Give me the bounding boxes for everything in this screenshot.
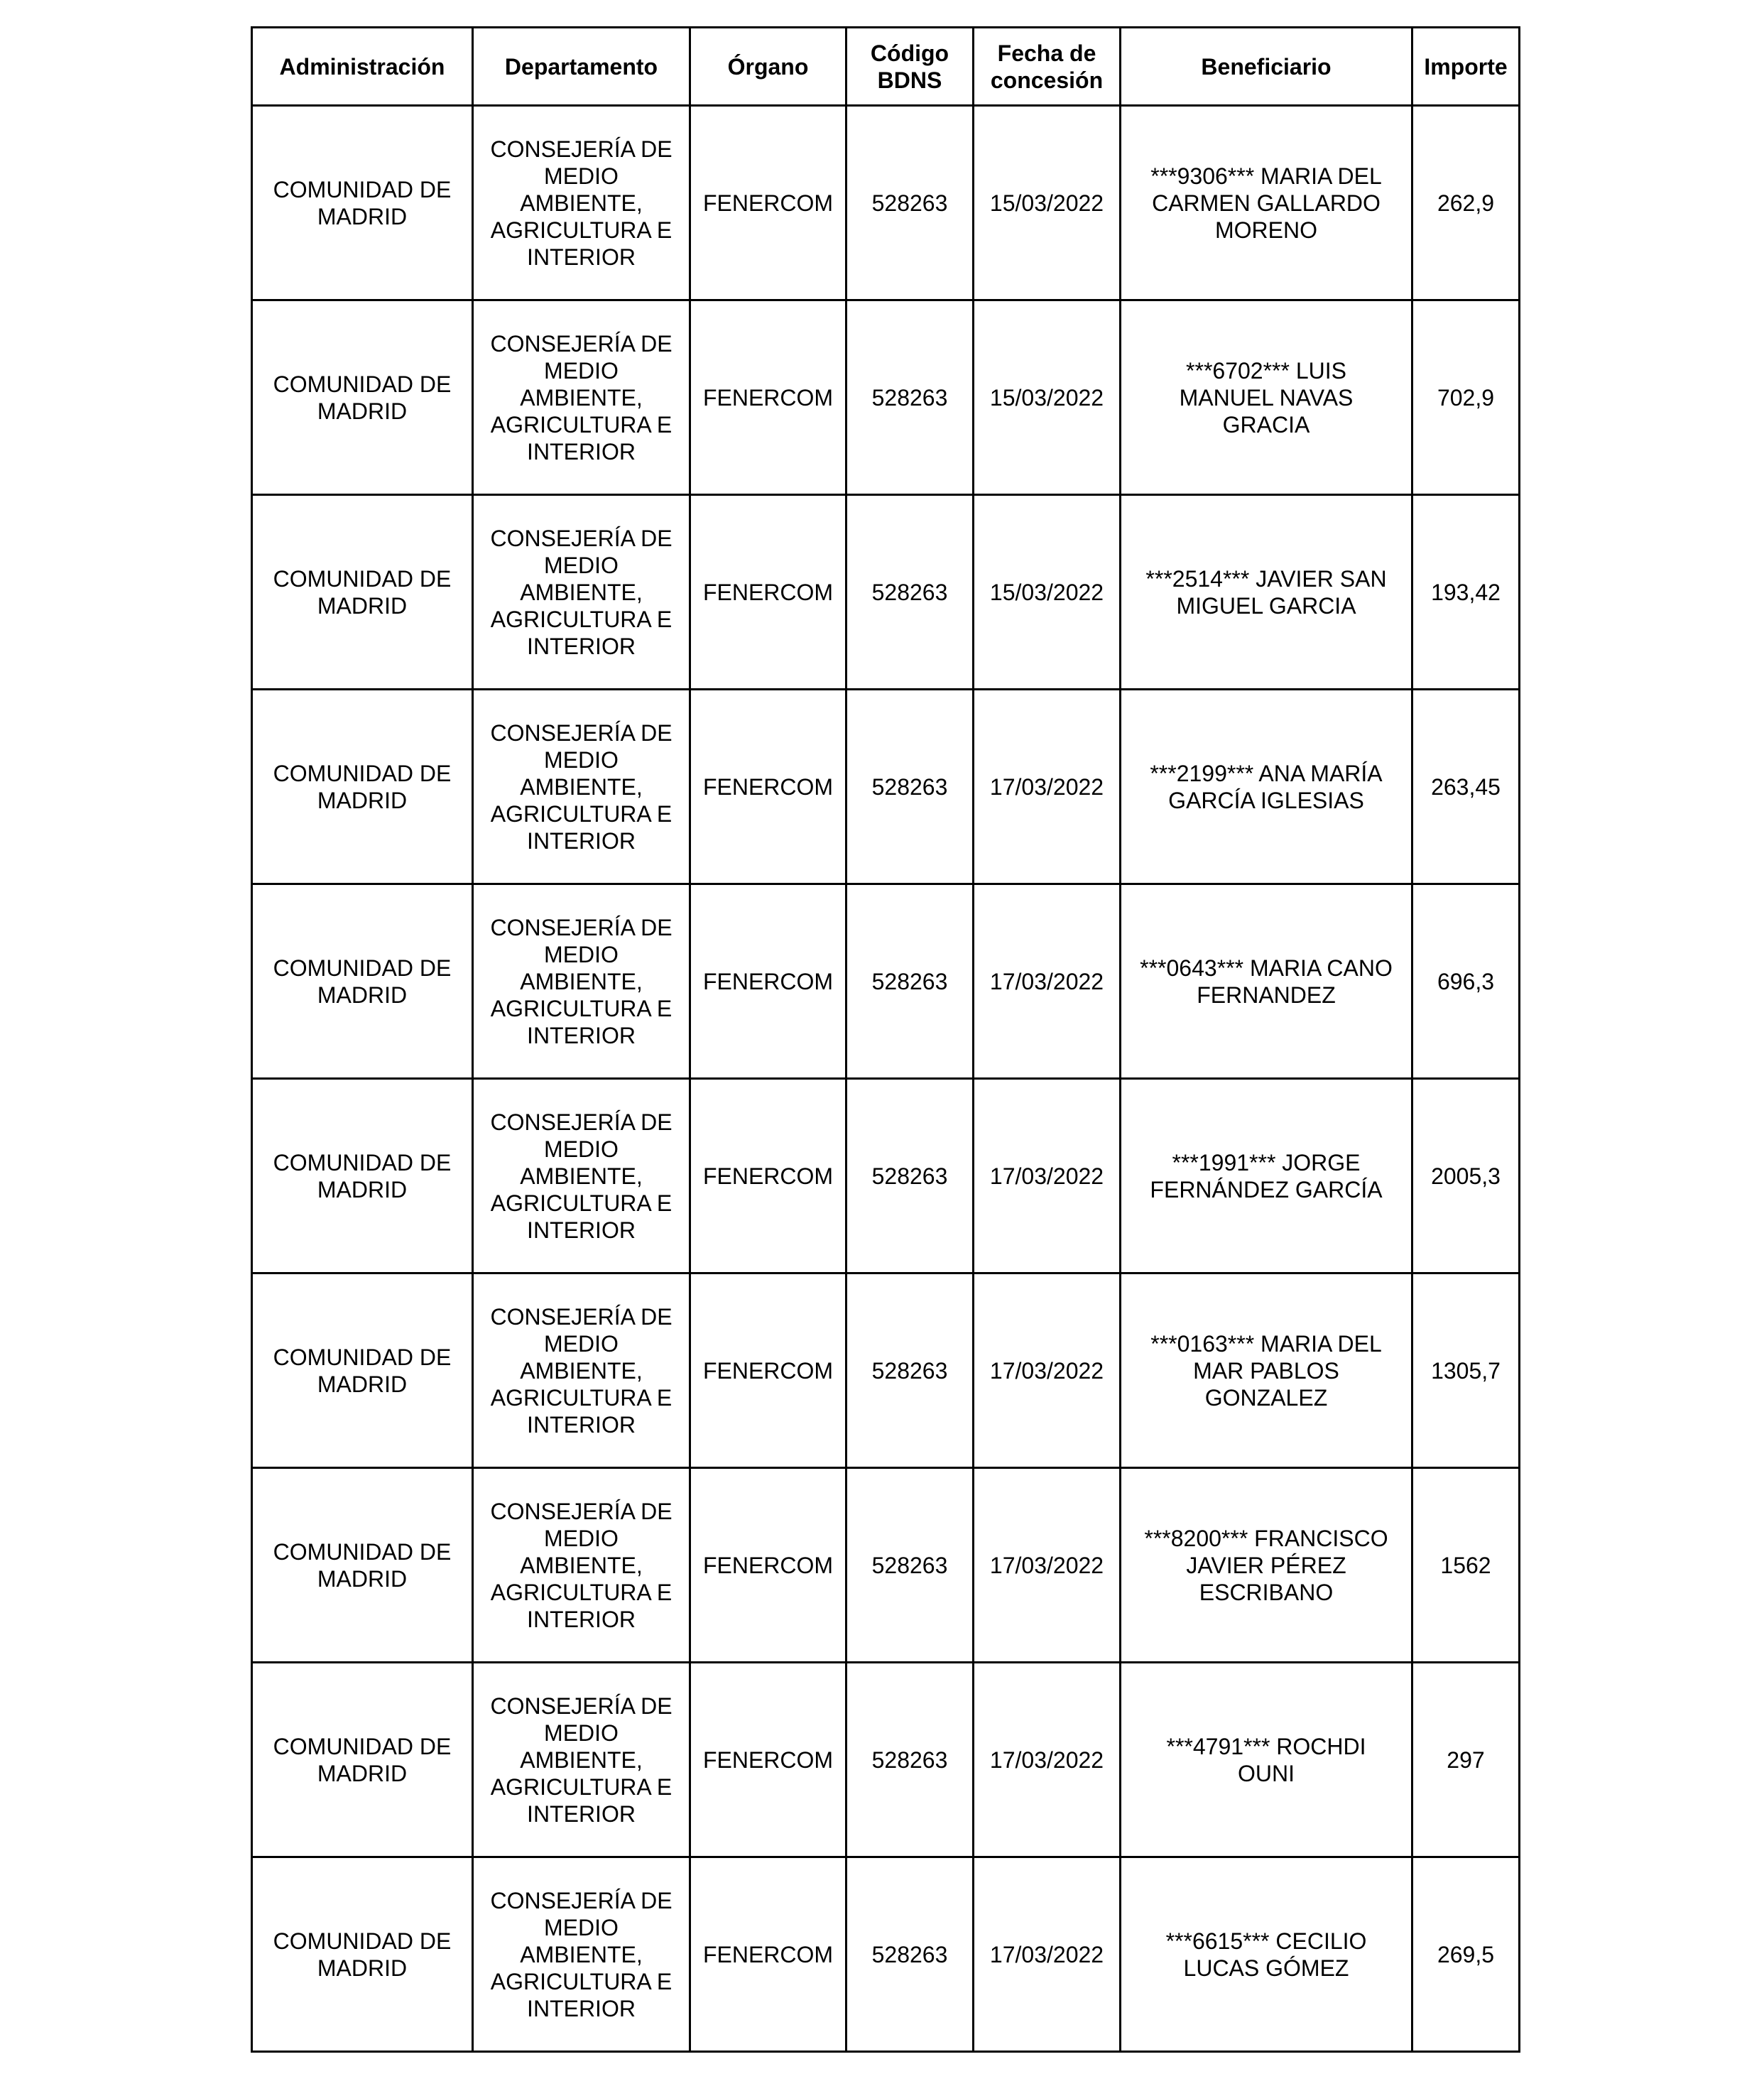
cell-line: AMBIENTE, [520, 1552, 643, 1578]
cell-line: GARCÍA IGLESIAS [1168, 787, 1364, 813]
cell-line: AMBIENTE, [520, 773, 643, 800]
table-row [252, 1079, 1520, 1273]
cell-fecha: 15/03/2022 [974, 495, 1121, 690]
cell-line: GRACIA [1222, 411, 1310, 438]
cell-line: INTERIOR [527, 1801, 636, 1827]
cell-line: AGRICULTURA E [490, 800, 673, 827]
cell-line: ESCRIBANO [1199, 1579, 1334, 1605]
header-administracion: Administración [252, 28, 473, 106]
cell-beneficiario [1121, 106, 1412, 300]
cell-departamento [473, 300, 690, 495]
table-row [252, 1273, 1520, 1468]
header-fecha-concesion [974, 28, 1121, 106]
cell-line: COMUNIDAD DE [273, 565, 452, 592]
cell-administracion [252, 1079, 473, 1273]
cell-line: OUNI [1238, 1760, 1295, 1786]
cell-line: AGRICULTURA E [490, 606, 673, 632]
cell-fecha: 17/03/2022 [974, 690, 1121, 884]
cell-fecha: 15/03/2022 [974, 106, 1121, 300]
cell-line: COMUNIDAD DE [273, 1928, 452, 1954]
cell-administracion [252, 106, 473, 300]
cell-fecha: 17/03/2022 [974, 1663, 1121, 1857]
cell-line: INTERIOR [527, 1022, 636, 1048]
cell-importe: 263,45 [1412, 690, 1520, 884]
cell-importe: 696,3 [1412, 884, 1520, 1079]
cell-beneficiario [1121, 1663, 1412, 1857]
cell-fecha: 17/03/2022 [974, 884, 1121, 1079]
cell-line: INTERIOR [527, 827, 636, 854]
cell-line: COMUNIDAD DE [273, 1733, 452, 1759]
cell-line: MEDIO [544, 1330, 619, 1357]
cell-line: COMUNIDAD DE [273, 1538, 452, 1565]
table-row [252, 495, 1520, 690]
cell-line: ***2199*** ANA MARÍA [1150, 760, 1383, 786]
cell-departamento [473, 1663, 690, 1857]
cell-line: MADRID [317, 787, 408, 813]
cell-line: ***0163*** MARIA DEL [1150, 1330, 1382, 1357]
cell-fecha: 17/03/2022 [974, 1079, 1121, 1273]
cell-codigo: 528263 [846, 1079, 974, 1273]
cell-organo: FENERCOM [690, 884, 846, 1079]
table-row [252, 884, 1520, 1079]
cell-line: CONSEJERÍA DE [490, 1498, 673, 1524]
cell-line: CONSEJERÍA DE [490, 1303, 673, 1330]
cell-line: INTERIOR [527, 438, 636, 465]
cell-administracion [252, 884, 473, 1079]
cell-line: AMBIENTE, [520, 384, 643, 411]
cell-administracion [252, 1468, 473, 1663]
cell-beneficiario [1121, 300, 1412, 495]
cell-line: JAVIER PÉREZ [1186, 1552, 1346, 1578]
cell-line: ***0643*** MARIA CANO [1140, 955, 1393, 981]
cell-line: MEDIO [544, 552, 619, 578]
cell-line: COMUNIDAD DE [273, 176, 452, 202]
cell-importe: 262,9 [1412, 106, 1520, 300]
cell-line: AGRICULTURA E [490, 1579, 673, 1605]
header-organo: Órgano [690, 28, 846, 106]
cell-line: GONZALEZ [1204, 1384, 1328, 1411]
cell-line: MADRID [317, 982, 408, 1008]
cell-codigo: 528263 [846, 1273, 974, 1468]
cell-departamento [473, 1273, 690, 1468]
table-row [252, 1857, 1520, 2052]
cell-line: MEDIO [544, 746, 619, 773]
header-beneficiario: Beneficiario [1121, 28, 1412, 106]
cell-importe: 2005,3 [1412, 1079, 1520, 1273]
cell-line: AGRICULTURA E [490, 1774, 673, 1800]
cell-line: MADRID [317, 1955, 408, 1981]
cell-beneficiario [1121, 1273, 1412, 1468]
cell-line: CONSEJERÍA DE [490, 719, 673, 746]
cell-line: MADRID [317, 1371, 408, 1397]
cell-organo: FENERCOM [690, 1857, 846, 2052]
header-codigo-bdns [846, 28, 974, 106]
cell-departamento [473, 884, 690, 1079]
table-row [252, 106, 1520, 300]
cell-line: COMUNIDAD DE [273, 1149, 452, 1175]
cell-importe: 1562 [1412, 1468, 1520, 1663]
cell-beneficiario [1121, 690, 1412, 884]
cell-administracion [252, 300, 473, 495]
cell-line: MEDIO [544, 1720, 619, 1746]
cell-fecha: 17/03/2022 [974, 1468, 1121, 1663]
cell-line: MADRID [317, 1176, 408, 1202]
cell-line: MADRID [317, 398, 408, 424]
cell-line: ***1991*** JORGE [1172, 1149, 1361, 1175]
table-row [252, 1663, 1520, 1857]
cell-importe: 269,5 [1412, 1857, 1520, 2052]
cell-departamento [473, 1468, 690, 1663]
cell-line: CONSEJERÍA DE [490, 136, 673, 162]
cell-line: COMUNIDAD DE [273, 371, 452, 397]
cell-line: COMUNIDAD DE [273, 760, 452, 786]
cell-line: MIGUEL GARCIA [1176, 592, 1356, 619]
cell-codigo: 528263 [846, 106, 974, 300]
cell-line: MEDIO [544, 1914, 619, 1940]
header-fecha-line: concesión [990, 67, 1104, 93]
cell-fecha: 17/03/2022 [974, 1857, 1121, 2052]
cell-line: CONSEJERÍA DE [490, 1109, 673, 1135]
cell-line: MEDIO [544, 941, 619, 967]
cell-administracion [252, 1663, 473, 1857]
grants-table [251, 26, 1520, 2053]
cell-beneficiario [1121, 495, 1412, 690]
cell-organo: FENERCOM [690, 1079, 846, 1273]
cell-line: AMBIENTE, [520, 968, 643, 994]
cell-line: AMBIENTE, [520, 1941, 643, 1967]
cell-line: AMBIENTE, [520, 1357, 643, 1384]
cell-beneficiario [1121, 1468, 1412, 1663]
cell-line: INTERIOR [527, 633, 636, 659]
cell-line: AGRICULTURA E [490, 995, 673, 1021]
cell-line: COMUNIDAD DE [273, 955, 452, 981]
header-codigo-line: Código [870, 40, 949, 66]
cell-fecha: 17/03/2022 [974, 1273, 1121, 1468]
cell-line: LUCAS GÓMEZ [1183, 1955, 1349, 1981]
cell-beneficiario [1121, 1079, 1412, 1273]
cell-line: FERNÁNDEZ GARCÍA [1150, 1176, 1383, 1202]
cell-line: ***8200*** FRANCISCO [1144, 1525, 1388, 1551]
cell-line: MANUEL NAVAS [1179, 384, 1354, 411]
cell-administracion [252, 1857, 473, 2052]
cell-line: MAR PABLOS [1193, 1357, 1339, 1384]
cell-line: ***9306*** MARIA DEL [1150, 163, 1382, 189]
cell-line: AGRICULTURA E [490, 411, 673, 438]
header-importe: Importe [1412, 28, 1520, 106]
cell-line: AGRICULTURA E [490, 1190, 673, 1216]
cell-line: CONSEJERÍA DE [490, 525, 673, 551]
cell-line: MADRID [317, 592, 408, 619]
cell-line: ***4791*** ROCHDI [1166, 1733, 1366, 1759]
cell-line: INTERIOR [527, 1411, 636, 1438]
cell-codigo: 528263 [846, 1857, 974, 2052]
cell-line: CONSEJERÍA DE [490, 330, 673, 357]
cell-line: AGRICULTURA E [490, 1384, 673, 1411]
cell-organo: FENERCOM [690, 106, 846, 300]
cell-line: INTERIOR [527, 244, 636, 270]
cell-line: INTERIOR [527, 1606, 636, 1632]
cell-departamento [473, 495, 690, 690]
cell-codigo: 528263 [846, 690, 974, 884]
cell-line: MEDIO [544, 1525, 619, 1551]
cell-beneficiario [1121, 1857, 1412, 2052]
header-row [252, 28, 1520, 106]
cell-codigo: 528263 [846, 495, 974, 690]
cell-codigo: 528263 [846, 884, 974, 1079]
cell-line: CONSEJERÍA DE [490, 1693, 673, 1719]
cell-importe: 702,9 [1412, 300, 1520, 495]
cell-departamento [473, 690, 690, 884]
cell-line: AGRICULTURA E [490, 1968, 673, 1994]
cell-departamento [473, 106, 690, 300]
cell-codigo: 528263 [846, 1663, 974, 1857]
cell-codigo: 528263 [846, 1468, 974, 1663]
cell-departamento [473, 1079, 690, 1273]
cell-line: MADRID [317, 1760, 408, 1786]
cell-organo: FENERCOM [690, 1468, 846, 1663]
cell-line: FERNANDEZ [1197, 982, 1336, 1008]
cell-organo: FENERCOM [690, 690, 846, 884]
cell-line: COMUNIDAD DE [273, 1344, 452, 1370]
cell-line: AMBIENTE, [520, 190, 643, 216]
cell-line: MEDIO [544, 163, 619, 189]
cell-line: CONSEJERÍA DE [490, 914, 673, 940]
cell-line: ***6702*** LUIS [1186, 357, 1346, 384]
cell-organo: FENERCOM [690, 1273, 846, 1468]
cell-line: AMBIENTE, [520, 1747, 643, 1773]
table-row [252, 1468, 1520, 1663]
cell-line: MEDIO [544, 357, 619, 384]
cell-fecha: 15/03/2022 [974, 300, 1121, 495]
cell-beneficiario [1121, 884, 1412, 1079]
cell-line: ***6615*** CECILIO [1165, 1928, 1367, 1954]
table-body [252, 106, 1520, 2052]
cell-administracion [252, 690, 473, 884]
cell-organo: FENERCOM [690, 495, 846, 690]
cell-importe: 193,42 [1412, 495, 1520, 690]
header-departamento: Departamento [473, 28, 690, 106]
cell-line: INTERIOR [527, 1995, 636, 2021]
cell-administracion [252, 495, 473, 690]
cell-codigo: 528263 [846, 300, 974, 495]
cell-departamento [473, 1857, 690, 2052]
cell-importe: 297 [1412, 1663, 1520, 1857]
header-fecha-line: Fecha de [997, 40, 1096, 66]
table-row [252, 690, 1520, 884]
cell-line: ***2514*** JAVIER SAN [1145, 565, 1387, 592]
cell-line: MEDIO [544, 1136, 619, 1162]
cell-line: AMBIENTE, [520, 579, 643, 605]
table-row [252, 300, 1520, 495]
cell-line: AGRICULTURA E [490, 217, 673, 243]
cell-line: MADRID [317, 1565, 408, 1592]
cell-line: MADRID [317, 203, 408, 229]
cell-administracion [252, 1273, 473, 1468]
cell-line: INTERIOR [527, 1217, 636, 1243]
cell-organo: FENERCOM [690, 1663, 846, 1857]
cell-line: AMBIENTE, [520, 1163, 643, 1189]
cell-line: CARMEN GALLARDO [1152, 190, 1381, 216]
cell-organo: FENERCOM [690, 300, 846, 495]
cell-importe: 1305,7 [1412, 1273, 1520, 1468]
header-codigo-line: BDNS [877, 67, 942, 93]
cell-line: MORENO [1215, 217, 1317, 243]
cell-line: CONSEJERÍA DE [490, 1887, 673, 1913]
